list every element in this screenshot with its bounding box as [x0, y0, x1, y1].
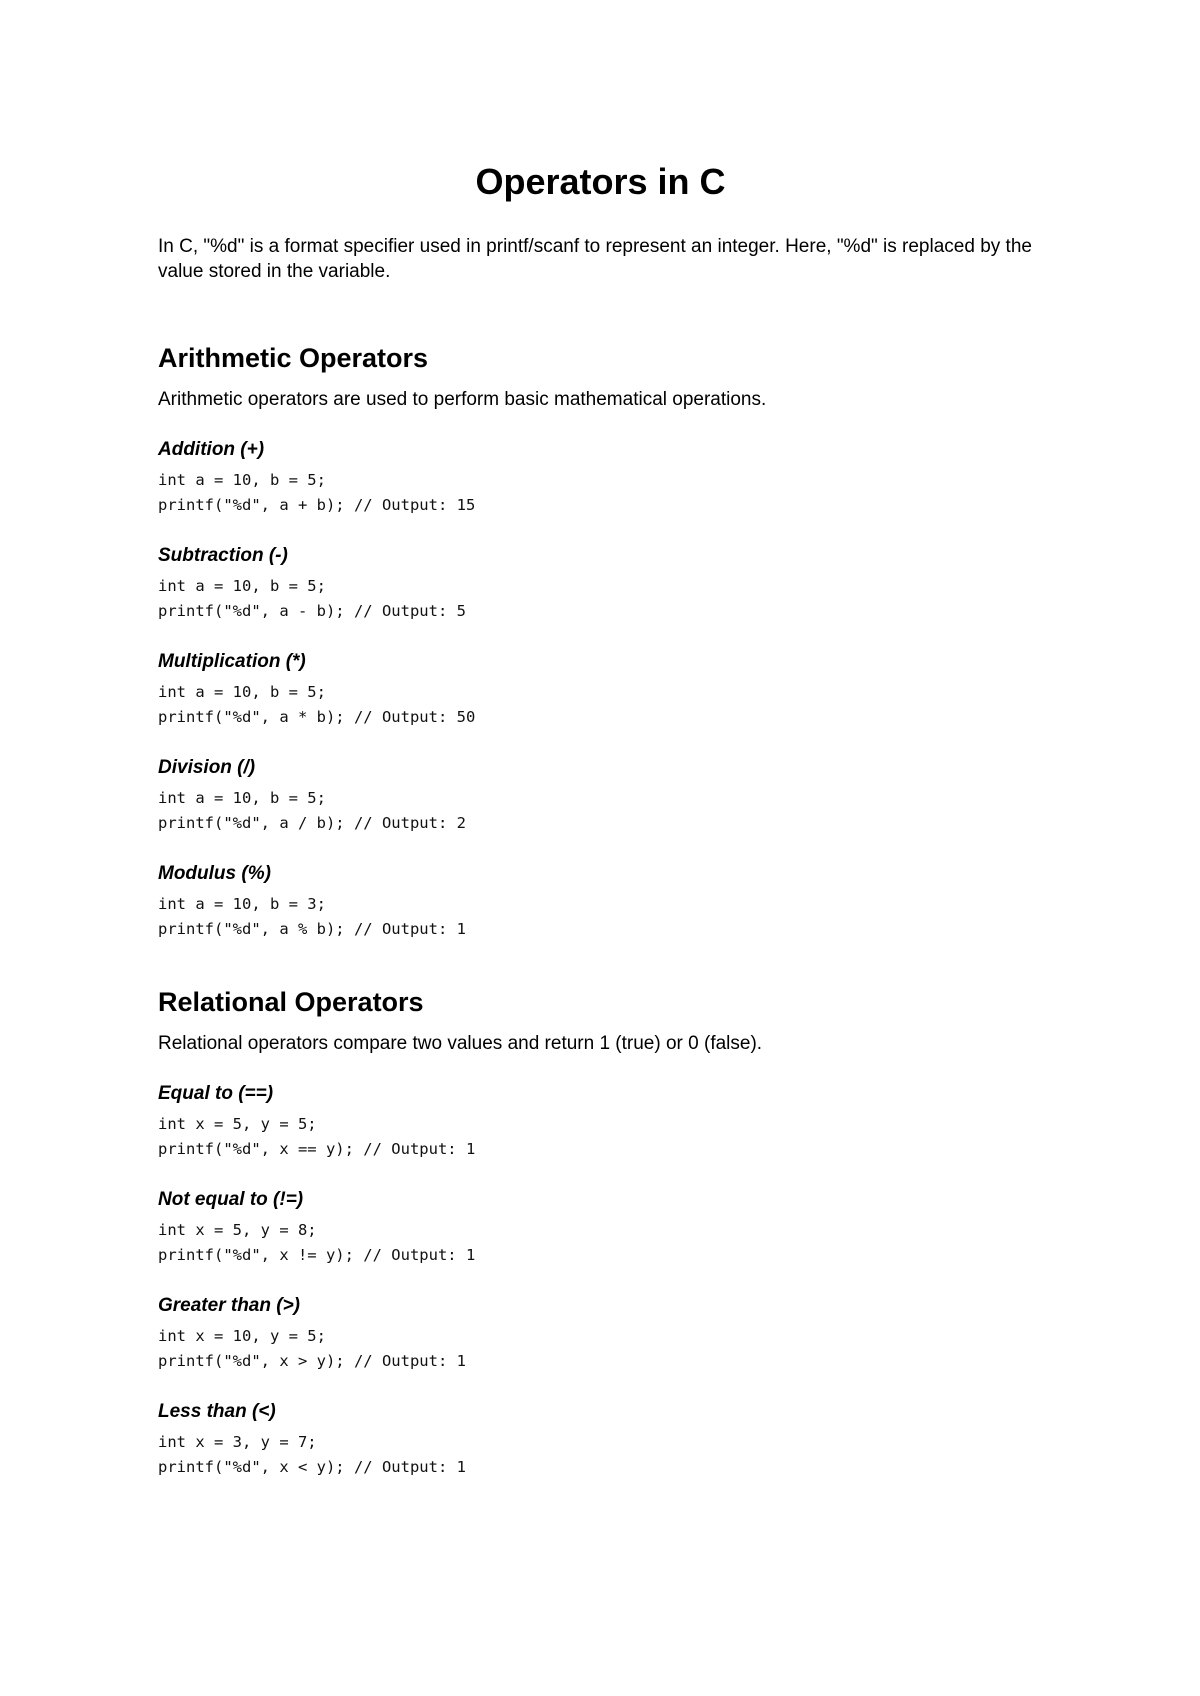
document-page	[158, 158, 1058, 1480]
code-line: int x = 3, y = 7;	[158, 1433, 317, 1451]
code-line: printf("%d", x < y); // Output: 1	[158, 1458, 466, 1476]
operator-heading: Not equal to (!=)	[158, 1189, 304, 1210]
intro-paragraph: In C, "%d" is a format specifier used in printf/scanf to represent an integer. Here, "%d" is replaced by the value stored in the variable.	[158, 236, 1032, 282]
operator-subtraction	[158, 543, 1058, 624]
code-line: int a = 10, b = 5;	[158, 683, 326, 701]
operator-heading: Less than (<)	[158, 1401, 276, 1422]
operator-list	[158, 1081, 1058, 1480]
section-heading: Relational Operators	[158, 987, 424, 1017]
operator-not-equal-to	[158, 1187, 1058, 1268]
operator-multiplication	[158, 649, 1058, 730]
operator-less-than	[158, 1399, 1058, 1480]
operator-heading: Addition (+)	[158, 439, 265, 460]
code-line: printf("%d", x > y); // Output: 1	[158, 1352, 466, 1370]
operator-equal-to	[158, 1081, 1058, 1162]
operator-heading: Equal to (==)	[158, 1083, 274, 1104]
code-line: printf("%d", a + b); // Output: 15	[158, 496, 476, 514]
code-line: printf("%d", a / b); // Output: 2	[158, 814, 466, 832]
operator-division	[158, 755, 1058, 836]
section-arithmetic	[158, 340, 1058, 942]
code-line: int a = 10, b = 5;	[158, 789, 326, 807]
operator-heading: Subtraction (-)	[158, 545, 288, 566]
code-line: int a = 10, b = 5;	[158, 577, 326, 595]
section-description: Relational operators compare two values and return 1 (true) or 0 (false).	[158, 1033, 763, 1054]
section-relational	[158, 984, 1058, 1480]
code-line: printf("%d", x != y); // Output: 1	[158, 1246, 476, 1264]
code-line: int x = 5, y = 8;	[158, 1221, 317, 1239]
code-line: printf("%d", a % b); // Output: 1	[158, 920, 466, 938]
operator-modulus	[158, 861, 1058, 942]
code-line: int a = 10, b = 3;	[158, 895, 326, 913]
operator-heading: Division (/)	[158, 757, 256, 778]
operator-heading: Multiplication (*)	[158, 651, 306, 672]
code-line: int x = 5, y = 5;	[158, 1115, 317, 1133]
code-line: printf("%d", a - b); // Output: 5	[158, 602, 466, 620]
document-title: Operators in C	[475, 161, 726, 202]
code-line: int x = 10, y = 5;	[158, 1327, 326, 1345]
code-line: int a = 10, b = 5;	[158, 471, 326, 489]
operator-greater-than	[158, 1293, 1058, 1374]
section-heading: Arithmetic Operators	[158, 343, 429, 373]
code-line: printf("%d", x == y); // Output: 1	[158, 1140, 476, 1158]
operator-addition	[158, 437, 1058, 518]
section-description: Arithmetic operators are used to perform basic mathematical operations.	[158, 389, 767, 410]
operator-heading: Greater than (>)	[158, 1295, 301, 1316]
operator-heading: Modulus (%)	[158, 863, 271, 884]
operator-list	[158, 437, 1058, 942]
code-line: printf("%d", a * b); // Output: 50	[158, 708, 476, 726]
